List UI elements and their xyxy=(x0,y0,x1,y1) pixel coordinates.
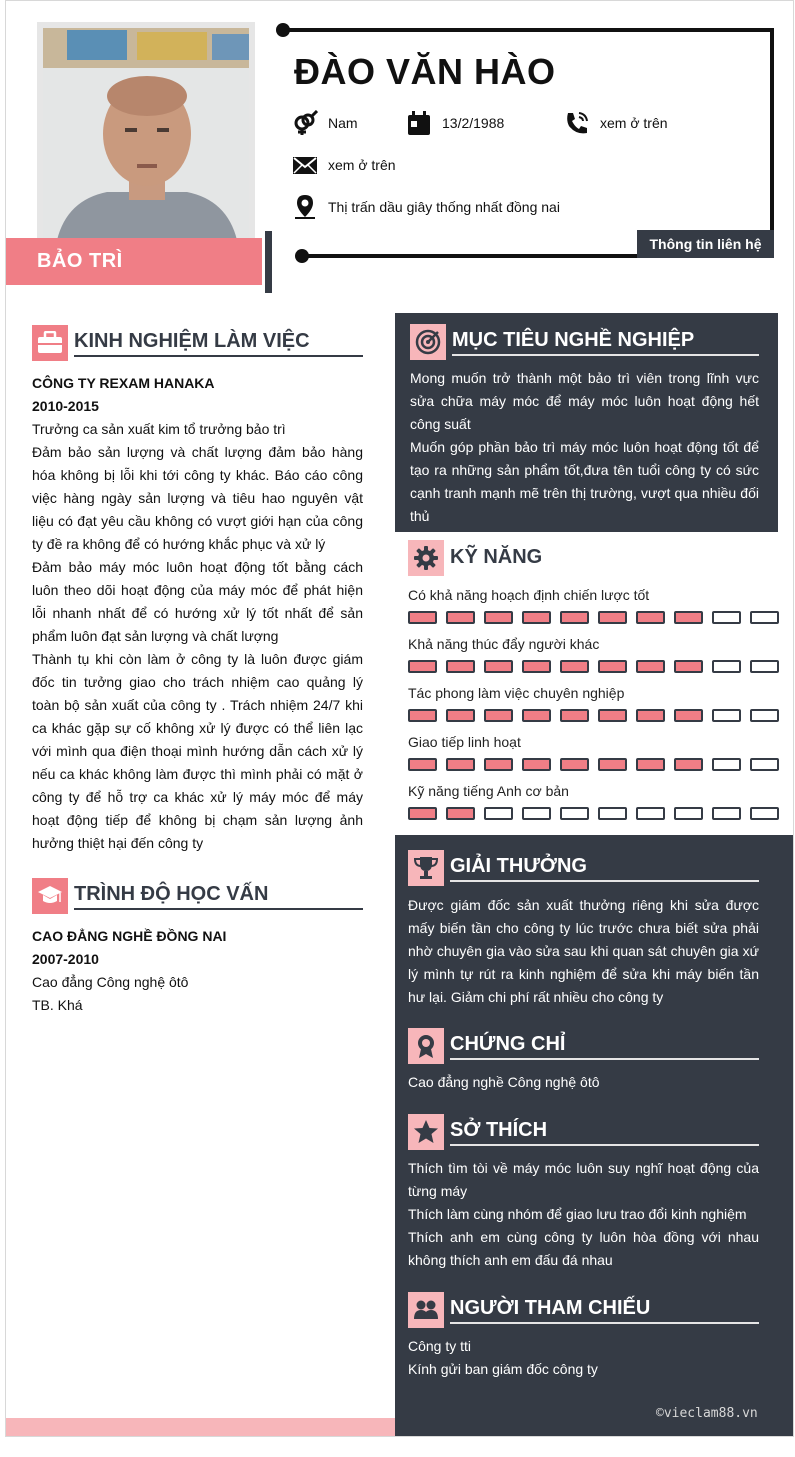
skill-segment-filled xyxy=(484,611,513,624)
objective-paragraph: Muốn góp phần bảo trì máy móc luôn hoạt động tốt để tạo ra những sản phẩm tốt,đưa tên tuổi công ty có sức cạnh tranh mạnh mẽ trên thị trường, vượt qua nhiều đối thủ xyxy=(410,439,759,524)
certificates-title: CHỨNG CHỈ xyxy=(450,1033,759,1060)
hobbies-heading xyxy=(408,1114,759,1150)
skill-segment-filled xyxy=(598,660,627,673)
skill-segment-filled xyxy=(598,709,627,722)
education-grade: TB. Khá xyxy=(32,997,83,1013)
skill-segment-filled xyxy=(446,709,475,722)
birthday-info xyxy=(406,110,504,136)
skill-segment-filled xyxy=(408,758,437,771)
skill-segment-filled xyxy=(560,758,589,771)
objective-heading xyxy=(410,324,759,360)
footer-watermark: ©vieclam88.vn xyxy=(656,1406,758,1421)
education-content xyxy=(32,925,363,1017)
education-heading xyxy=(32,878,363,914)
skill-name: Giao tiếp linh hoạt xyxy=(408,734,521,750)
skill-segment-filled xyxy=(674,709,703,722)
profile-photo xyxy=(37,22,255,240)
email-icon xyxy=(292,152,318,178)
skill-segment-empty xyxy=(712,660,741,673)
education-school: CAO ĐẲNG NGHỀ ĐỒNG NAI xyxy=(32,928,227,944)
reference-line: Kính gửi ban giám đốc công ty xyxy=(408,1361,598,1377)
skill-name: Khả năng thúc đẩy người khác xyxy=(408,636,600,652)
skill-segment-filled xyxy=(484,758,513,771)
address-info xyxy=(292,194,560,220)
skill-segment-filled xyxy=(636,758,665,771)
skill-segment-filled xyxy=(560,660,589,673)
skill-level-bar xyxy=(408,660,788,673)
certificate-medal-icon xyxy=(408,1028,444,1064)
skill-segment-filled xyxy=(446,758,475,771)
education-period: 2007-2010 xyxy=(32,951,99,967)
skill-segment-filled xyxy=(598,611,627,624)
education-major: Cao đẳng Công nghệ ôtô xyxy=(32,974,189,990)
objective-title: MỤC TIÊU NGHỀ NGHIỆP xyxy=(452,329,759,356)
star-icon xyxy=(408,1114,444,1150)
location-pin-icon xyxy=(292,194,318,220)
certificates-heading xyxy=(408,1028,759,1064)
skill-segment-filled xyxy=(560,611,589,624)
skill-segment-filled xyxy=(408,660,437,673)
skill-segment-empty xyxy=(636,807,665,820)
skills-heading xyxy=(408,540,758,576)
awards-text: Được giám đốc sản xuất thưởng riêng khi sửa được mấy biến tần cho công ty lúc trước chưa biết sửa phải nhờ chuyên gia vào sửa sau khi quan sát chuyên gia xứ lý mình tự rút ra kinh nghiệm để sửa khi máy biến tần hư lại. Giảm chi phí rất nhiều cho công ty xyxy=(408,897,759,1005)
skill-segment-empty xyxy=(598,807,627,820)
skill-segment-empty xyxy=(712,807,741,820)
experience-role: Trưởng ca sản xuất kim tổ trưởng bảo trì xyxy=(32,421,286,437)
full-name: ĐÀO VĂN HÀO xyxy=(294,51,556,92)
graduation-cap-icon xyxy=(32,878,68,914)
references-title: NGƯỜI THAM CHIẾU xyxy=(450,1297,759,1324)
skill-segment-filled xyxy=(408,709,437,722)
frame-dot-top xyxy=(276,23,290,37)
skill-segment-empty xyxy=(484,807,513,820)
frame-dot-bottom xyxy=(295,249,309,263)
header-frame-top xyxy=(284,28,774,32)
experience-paragraph: Đảm bảo máy móc luôn hoạt động tốt bằng cách luôn theo dõi hoạt động của máy móc để phát hiện lỗi nhanh nhất để có hướng xử lý tốt nhất để sản phẩm luôn đạt sản lượng và chất lượng xyxy=(32,559,363,644)
skill-segment-filled xyxy=(636,611,665,624)
hobbies-title: SỞ THÍCH xyxy=(450,1119,759,1146)
skill-segment-empty xyxy=(674,807,703,820)
experience-content xyxy=(32,372,363,855)
skill-segment-filled xyxy=(522,709,551,722)
address-value: Thị trấn dầu giây thống nhất đồng nai xyxy=(328,199,560,215)
skill-segment-filled xyxy=(560,709,589,722)
experience-period: 2010-2015 xyxy=(32,398,99,414)
skill-segment-empty xyxy=(712,709,741,722)
experience-paragraph: Đảm bảo sản lượng và chất lượng đảm bảo hàng hóa không bị lỗi khi tới công ty khác. Báo cáo công việc hàng ngày sản lượng và tiêu hao nguyên vật liệu có đạt yêu cầu không có vượt giới hạn của công ty đề ra không để có hướng khắc phục và xử lý xyxy=(32,444,363,552)
skill-segment-empty xyxy=(750,807,779,820)
header-frame-right xyxy=(770,28,774,231)
trophy-icon xyxy=(408,850,444,886)
calendar-icon xyxy=(406,110,432,136)
skill-segment-filled xyxy=(598,758,627,771)
reference-line: Công ty tti xyxy=(408,1338,472,1354)
experience-heading xyxy=(32,325,363,361)
email-info xyxy=(292,152,396,178)
awards-title: GIẢI THƯỞNG xyxy=(450,855,759,882)
skill-level-bar xyxy=(408,709,788,722)
contact-info-tag: Thông tin liên hệ xyxy=(637,230,774,258)
objective-content xyxy=(410,367,759,528)
experience-company: CÔNG TY REXAM HANAKA xyxy=(32,375,215,391)
skill-segment-empty xyxy=(712,758,741,771)
skill-segment-filled xyxy=(522,758,551,771)
phone-info xyxy=(564,110,668,136)
skill-segment-filled xyxy=(446,611,475,624)
gender-value: Nam xyxy=(328,115,358,131)
skill-segment-filled xyxy=(674,758,703,771)
gender-icon xyxy=(292,110,318,136)
phone-value: xem ở trên xyxy=(600,115,668,131)
references-heading xyxy=(408,1292,759,1328)
skill-segment-filled xyxy=(636,660,665,673)
skill-segment-filled xyxy=(408,807,437,820)
skill-segment-filled xyxy=(484,660,513,673)
skill-level-bar xyxy=(408,611,788,624)
briefcase-icon xyxy=(32,325,68,361)
skill-segment-filled xyxy=(484,709,513,722)
gear-icon xyxy=(408,540,444,576)
certificates-text: Cao đẳng nghề Công nghệ ôtô xyxy=(408,1074,600,1090)
skill-name: Có khả năng hoạch định chiến lược tốt xyxy=(408,587,650,603)
skill-segment-filled xyxy=(446,807,475,820)
skill-segment-filled xyxy=(522,660,551,673)
skill-name: Tác phong làm việc chuyên nghiệp xyxy=(408,685,625,701)
target-icon xyxy=(410,324,446,360)
skill-segment-empty xyxy=(712,611,741,624)
hobbies-content xyxy=(408,1157,759,1272)
references-content xyxy=(408,1335,759,1381)
email-value: xem ở trên xyxy=(328,157,396,173)
skill-segment-filled xyxy=(408,611,437,624)
job-title-bar xyxy=(6,238,262,285)
skill-segment-empty xyxy=(750,758,779,771)
skill-name: Kỹ năng tiếng Anh cơ bản xyxy=(408,783,569,799)
gender-info xyxy=(292,110,358,136)
experience-title: KINH NGHIỆM LÀM VIỆC xyxy=(74,330,363,357)
job-bar-edge xyxy=(265,231,272,293)
skill-segment-filled xyxy=(522,611,551,624)
bottom-pink-bar xyxy=(6,1418,395,1437)
education-title: TRÌNH ĐỘ HỌC VẤN xyxy=(74,883,363,910)
objective-paragraph: Mong muốn trở thành một bảo trì viên trong lĩnh vực sửa chữa máy móc để máy móc luôn hoạt động hết công suất xyxy=(410,370,759,432)
skill-level-bar xyxy=(408,758,788,771)
skill-segment-empty xyxy=(522,807,551,820)
job-title: BẢO TRÌ xyxy=(37,250,123,272)
skill-segment-filled xyxy=(674,660,703,673)
birthday-value: 13/2/1988 xyxy=(442,115,505,131)
cv-page xyxy=(5,0,794,1437)
skill-segment-filled xyxy=(674,611,703,624)
phone-icon xyxy=(564,110,590,136)
hobby-item: Thích anh em cùng công ty luôn hòa đồng với nhau không thích anh em đấu đá nhau xyxy=(408,1229,759,1268)
hobby-item: Thích làm cùng nhóm để giao lưu trao đổi kinh nghiệm xyxy=(408,1206,747,1222)
skills-title: KỸ NĂNG xyxy=(450,545,543,568)
skill-level-bar xyxy=(408,807,788,820)
skill-segment-filled xyxy=(446,660,475,673)
skill-segment-filled xyxy=(636,709,665,722)
skill-segment-empty xyxy=(750,709,779,722)
skill-segment-empty xyxy=(750,611,779,624)
skill-segment-empty xyxy=(750,660,779,673)
skill-segment-empty xyxy=(560,807,589,820)
people-icon xyxy=(408,1292,444,1328)
awards-heading xyxy=(408,850,759,886)
hobby-item: Thích tìm tòi về máy móc luôn suy nghĩ hoạt động của từng máy xyxy=(408,1160,759,1199)
experience-paragraph: Thành tụ khi còn làm ở công ty là luôn được giám đốc tin tưởng giao cho trách nhiệm cao quảng lý toàn bộ sản xuất của công ty . Trách nhiệm 24/7 khi ca khác gặp sự cố không xử lý được có thể liên lạc với mình qua điện thoại mình hướng dẫn cách xử lý nếu ca khác không làm được thì mình phải có mặt ở công ty để hỗ trợ ca khác xử lý máy móc để máy hoạt động tiếp để không bị chạm sản lượng ảnh hưởng thiệt hại đến công ty xyxy=(32,651,363,851)
